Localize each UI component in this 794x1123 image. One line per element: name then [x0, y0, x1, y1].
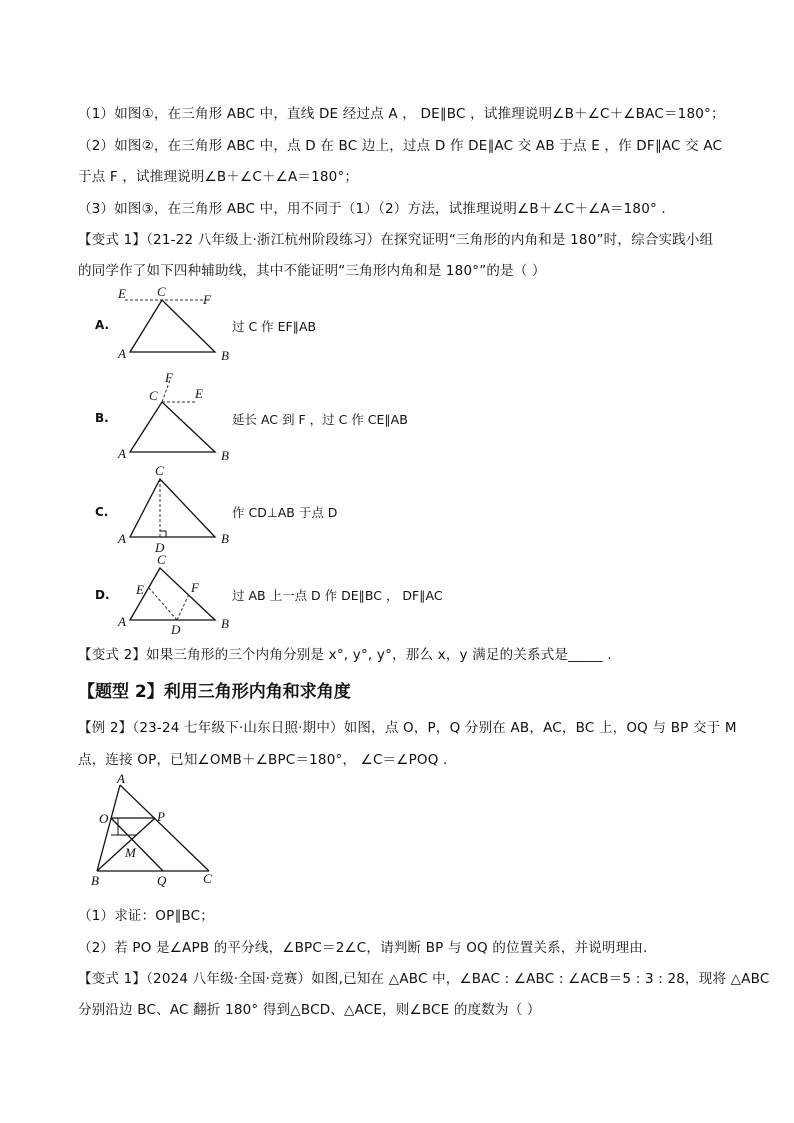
option-a-desc: 过 C 作 EF∥AB: [232, 319, 317, 334]
variant2-question: 【变式 2】如果三角形的三个内角分别是 x°, y°, y°，那么 x，y 满足的关系式是_____ .: [78, 647, 612, 663]
variant1b-line1: 【变式 1】（2024 八年级·全国·竞赛）如图,已知在 △ABC 中，∠BAC : ∠ABC : ∠ACB＝5 : 3 : 28，现将 △ABC: [78, 971, 770, 987]
option-b-desc: 延长 AC 到 F ，过 C 作 CE∥AB: [232, 412, 408, 427]
fig-c-label-b: B: [221, 531, 229, 546]
option-d-desc: 过 AB 上一点 D 作 DE∥BC ， DF∥AC: [232, 588, 443, 603]
fig-c-label-c: C: [155, 463, 164, 478]
fig-b-label-f: F: [165, 370, 173, 385]
fig-a-label-c: C: [157, 284, 166, 299]
fig-c-label-a: A: [118, 531, 126, 546]
fig-d-label-e: E: [136, 582, 144, 597]
fig-d-label-f: F: [191, 580, 199, 595]
fig-b-label-e: E: [195, 386, 203, 401]
option-a-letter: A.: [95, 318, 110, 332]
variant1-intro-cont: 的同学作了如下四种辅助线，其中不能证明“三角形内角和是 180°”的是（ ）: [78, 263, 546, 279]
fig-a-label-b: B: [221, 348, 229, 363]
fig-d-label-c: C: [157, 552, 166, 567]
section-heading: 【题型 2】利用三角形内角和求角度: [78, 682, 351, 702]
option-c-letter: C.: [95, 505, 109, 519]
fig-ex-label-a: A: [117, 771, 125, 786]
fig-ex-label-c: C: [203, 871, 212, 886]
option-b-letter: B.: [95, 411, 109, 425]
variant1-intro: 【变式 1】（21-22 八年级上·浙江杭州阶段练习）在探究证明“三角形的内角和是 180”时，综合实践小组: [78, 232, 714, 248]
fig-a-label-f: F: [203, 292, 211, 307]
fig-a-label-a: A: [118, 346, 126, 361]
problem-part-3: （3）如图③，在三角形 ABC 中，用不同于（1）（2）方法，试推理说明∠B＋∠C＋∠A＝180° .: [78, 201, 666, 217]
fig-a-label-e: E: [118, 286, 126, 301]
fig-b-label-a: A: [118, 446, 126, 461]
fig-d-label-a: A: [118, 614, 126, 629]
problem-part-2-cont: 于点 F ，试推理说明∠B＋∠C＋∠A＝180°；: [78, 169, 359, 185]
fig-ex-label-p: P: [157, 809, 165, 824]
figure-example2: [85, 771, 225, 890]
figure-option-d: [115, 550, 235, 640]
fig-c-label-d: D: [155, 540, 165, 555]
example2-q1: （1）求证：OP∥BC；: [78, 908, 214, 924]
fig-ex-label-q: Q: [157, 873, 167, 888]
variant1b-line2: 分别沿边 BC、AC 翻折 180° 得到△BCD、△ACE，则∠BCE 的度数为（ ）: [78, 1002, 541, 1018]
example2-line2: 点，连接 OP，已知∠OMB＋∠BPC＝180°， ∠C＝∠POQ .: [78, 752, 448, 768]
example2-q2: （2）若 PO 是∠APB 的平分线，∠BPC＝2∠C，请判断 BP 与 OQ 的位置关系，并说明理由.: [78, 940, 648, 956]
problem-part-1: （1）如图①，在三角形 ABC 中，直线 DE 经过点 A ， DE∥BC ，试推理说明∠B＋∠C＋∠BAC＝180°；: [78, 106, 725, 122]
problem-part-2: （2）如图②，在三角形 ABC 中，点 D 在 BC 边上，过点 D 作 DE∥AC 交 AB 于点 E ，作 DF∥AC 交 AC: [78, 138, 723, 154]
fig-d-label-d: D: [171, 622, 181, 637]
fig-d-label-b: B: [221, 616, 229, 631]
figure-option-c: [115, 465, 235, 555]
fig-b-label-c: C: [149, 388, 158, 403]
fig-ex-label-m: M: [125, 845, 136, 860]
figure-option-a: [115, 282, 235, 362]
option-c-desc: 作 CD⊥AB 于点 D: [232, 505, 338, 520]
option-d-letter: D.: [95, 588, 110, 602]
example2-line1: 【例 2】（23-24 七年级下·山东日照·期中）如图，点 O，P，Q 分别在 AB，AC，BC 上，OQ 与 BP 交于 M: [78, 720, 737, 736]
fig-ex-label-o: O: [99, 811, 109, 826]
fig-ex-label-b: B: [91, 873, 99, 888]
fig-b-label-b: B: [221, 448, 229, 463]
figure-option-b: [115, 370, 235, 463]
